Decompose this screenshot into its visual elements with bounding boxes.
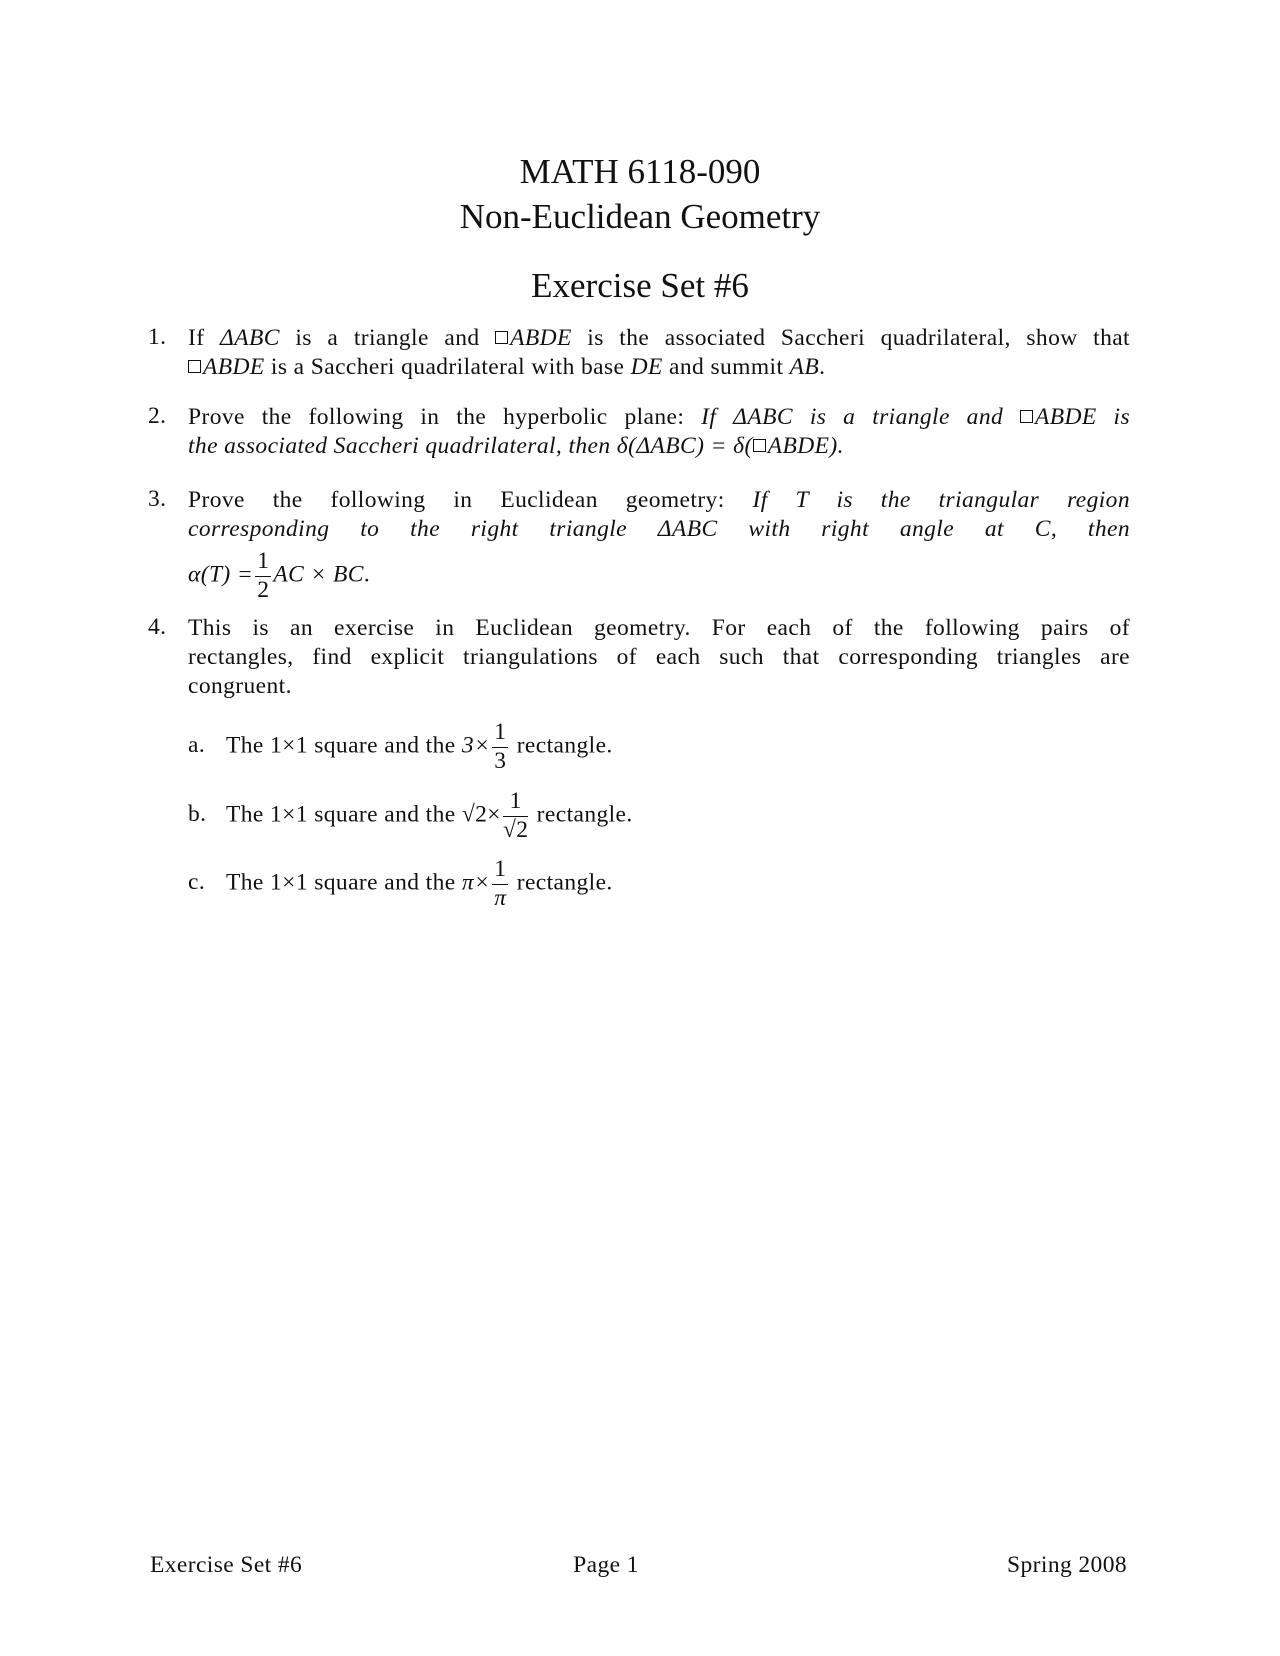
problem-line: congruent. [188,673,292,699]
quadrilateral-symbol-icon [1020,410,1033,423]
problem-2 [148,403,1130,461]
quadrilateral-symbol-icon [495,331,508,344]
problem-line: ABDE is a Saccheri quadrilateral with base DE and summit AB. [188,353,1130,382]
course-subject: Non-Euclidean Geometry [459,197,821,236]
subpart-label: a. [188,732,206,759]
quadrilateral-symbol-icon [188,360,201,373]
problem-line: Prove the following in the hyperbolic plane: If ΔABC is a triangle and ABDE is [188,404,1130,430]
problem-number: 4. [148,614,167,640]
footer-right: Spring 2008 [1007,1552,1127,1578]
problem-line: corresponding to the right triangle ΔABC with right angle at C, then [188,516,1130,542]
course-title: MATH 6118-090 [519,152,761,191]
problem-number: 2. [148,403,167,429]
problem-number: 1. [148,324,167,350]
fraction: $\frac{1}{2}$ [257,548,270,603]
area-formula: α(T) = $\frac{1}{2}$ AC × BC. [188,548,371,603]
problem-1 [148,324,1130,382]
problem-line: If ΔABC is a triangle and ABDE is the associated Saccheri quadrilateral, show that [188,325,1130,351]
problem-line: This is an exercise in Euclidean geometry. For each of the following pairs of [188,615,1130,641]
fraction: $\frac{1}{\pi}$ [494,856,507,911]
problem-4 [148,614,1130,701]
exercise-set-title: Exercise Set #6 [531,266,749,305]
problem-3 [148,486,1130,602]
problem-number: 3. [148,486,167,512]
fraction: $\frac{1}{3}$ [494,719,507,774]
subpart-c: c. The 1×1 square and the π× $\frac{1}{\pi}$ rectangle. [188,856,613,911]
footer-left: Exercise Set #6 [150,1552,303,1578]
footer-page-number: Page 1 [573,1552,639,1578]
subpart-label: b. [188,801,207,828]
problem-line: rectangles, find explicit triangulations of each such that corresponding triangles are [188,644,1130,670]
subpart-label: c. [188,869,206,896]
subpart-a: a. The 1×1 square and the 3× $\frac{1}{3}$ rectangle. [188,719,613,774]
quadrilateral-symbol-icon [753,439,766,452]
fraction: $\frac{1}{√2}$ [502,788,529,843]
problem-line: the associated Saccheri quadrilateral, then δ(ΔABC) = δ( ABDE). [188,433,844,459]
subpart-b: b. The 1×1 square and the √2× $\frac{1}{√2}$ rectangle. [188,788,633,843]
problem-line: Prove the following in Euclidean geometry: If T is the triangular region [188,487,1130,513]
